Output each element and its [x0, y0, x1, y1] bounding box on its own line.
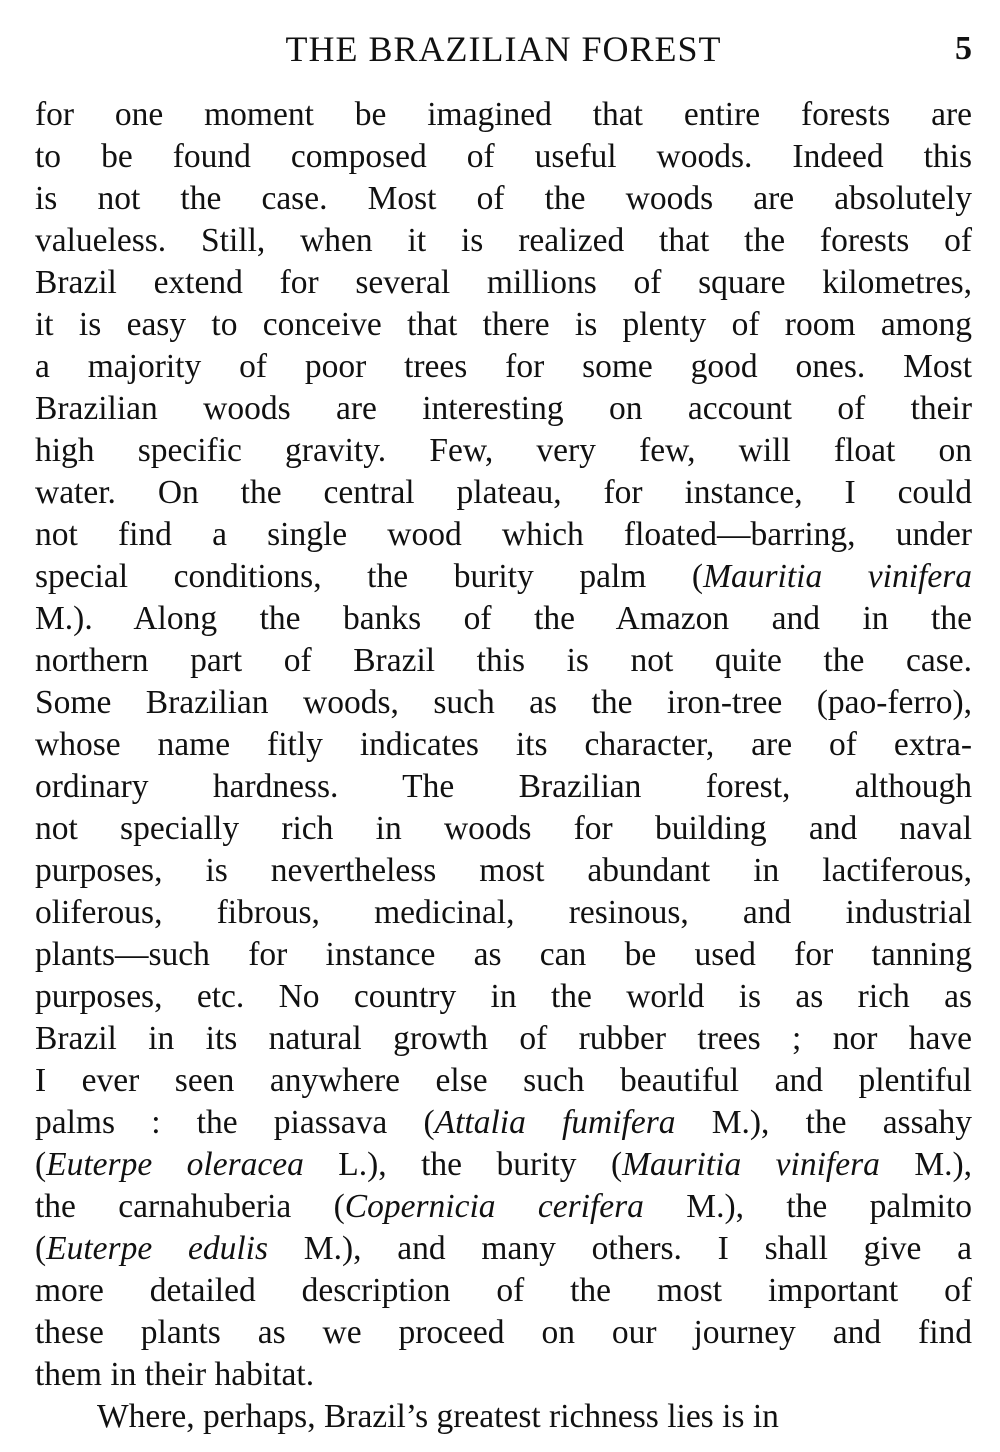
text-run: not find a single wood which floated—barring, under [35, 516, 972, 553]
italic-species-name: Euterpe edulis [46, 1230, 269, 1267]
italic-species-name: Copernicia cerifera [344, 1188, 644, 1225]
text-run: ( [35, 1146, 47, 1183]
text-line [35, 1312, 972, 1354]
text-line [35, 724, 972, 766]
text-run: I ever seen anywhere else such beautiful and plentiful [35, 1062, 972, 1099]
text-run: the carnahuberia ( [35, 1188, 345, 1225]
italic-species-name: Mauritia vinifera [622, 1146, 880, 1183]
text-run: M.), the palmito [643, 1188, 973, 1225]
text-line [35, 178, 972, 220]
text-line [35, 598, 972, 640]
text-line [35, 556, 972, 598]
text-line [35, 1396, 972, 1438]
text-run: them in their habitat. [35, 1356, 315, 1393]
text-line [35, 1102, 972, 1144]
text-run: L.), the burity ( [303, 1146, 623, 1183]
text-line [35, 1144, 972, 1186]
text-run: water. On the central plateau, for instance, I could [35, 474, 972, 511]
text-line [35, 136, 972, 178]
paragraph [35, 1396, 972, 1438]
text-line [35, 430, 972, 472]
text-line [35, 1354, 972, 1396]
text-run: a majority of poor trees for some good ones. Most [35, 348, 972, 385]
text-line [35, 808, 972, 850]
text-run: whose name fitly indicates its character, are of extra- [35, 726, 972, 763]
text-run: more detailed description of the most important of [35, 1272, 972, 1309]
text-run: Where, perhaps, Brazil’s greatest richness lies is in [97, 1398, 779, 1435]
text-run: ( [35, 1230, 47, 1267]
text-line [35, 934, 972, 976]
text-run: not specially rich in woods for building and naval [35, 810, 972, 847]
text-run: these plants as we proceed on our journey and find [35, 1314, 972, 1351]
text-line [35, 388, 972, 430]
text-run: M.), the assahy [675, 1104, 973, 1141]
text-run: plants—such for instance as can be used for tanning [35, 936, 972, 973]
text-line [35, 850, 972, 892]
text-line [35, 1270, 972, 1312]
running-head: THE BRAZILIAN FOREST [285, 29, 722, 69]
text-line [35, 1060, 972, 1102]
text-line [35, 220, 972, 262]
text-run: northern part of Brazil this is not quite the case. [35, 642, 972, 679]
text-run: special conditions, the burity palm ( [35, 558, 704, 595]
text-line [35, 892, 972, 934]
text-run: M.), [879, 1146, 973, 1183]
text-line [35, 976, 972, 1018]
text-line [35, 640, 972, 682]
text-line [35, 304, 972, 346]
paragraph [35, 94, 972, 1396]
text-run: to be found composed of useful woods. Indeed this [35, 138, 972, 175]
text-run: for one moment be imagined that entire forests are [35, 96, 972, 133]
text-line [35, 682, 972, 724]
text-run: Brazil extend for several millions of square kilometres, [35, 264, 972, 301]
text-run: valueless. Still, when it is realized that the forests of [35, 222, 972, 259]
text-line [35, 346, 972, 388]
italic-species-name: Mauritia vinifera [703, 558, 972, 595]
text-line [35, 766, 972, 808]
text-run: M.), and many others. I shall give a [268, 1230, 972, 1267]
italic-species-name: Attalia fumifera [434, 1104, 676, 1141]
text-line [35, 1018, 972, 1060]
text-run: it is easy to conceive that there is plenty of room among [35, 306, 972, 343]
page-header [35, 24, 972, 74]
text-run: oliferous, fibrous, medicinal, resinous, and industrial [35, 894, 972, 931]
page-number: 5 [955, 30, 972, 67]
text-run: purposes, etc. No country in the world is as rich as [35, 978, 972, 1015]
text-run: purposes, is nevertheless most abundant in lactiferous, [35, 852, 972, 889]
text-line [35, 1186, 972, 1228]
italic-species-name: Euterpe oleracea [46, 1146, 304, 1183]
body-text [35, 94, 972, 1438]
text-line [35, 514, 972, 556]
text-run: M.). Along the banks of the Amazon and in the [35, 600, 972, 637]
text-run: Brazilian woods are interesting on account of their [35, 390, 972, 427]
text-line [35, 94, 972, 136]
text-run: Some Brazilian woods, such as the iron-tree (pao-ferro), [35, 684, 972, 721]
text-line [35, 472, 972, 514]
text-run: high specific gravity. Few, very few, will float on [35, 432, 972, 469]
text-run: palms : the piassava ( [35, 1104, 435, 1141]
text-run: ordinary hardness. The Brazilian forest, although [35, 768, 972, 805]
text-run: Brazil in its natural growth of rubber trees ; nor have [35, 1020, 972, 1057]
text-line [35, 1228, 972, 1270]
text-run: is not the case. Most of the woods are absolutely [35, 180, 972, 217]
text-line [35, 262, 972, 304]
